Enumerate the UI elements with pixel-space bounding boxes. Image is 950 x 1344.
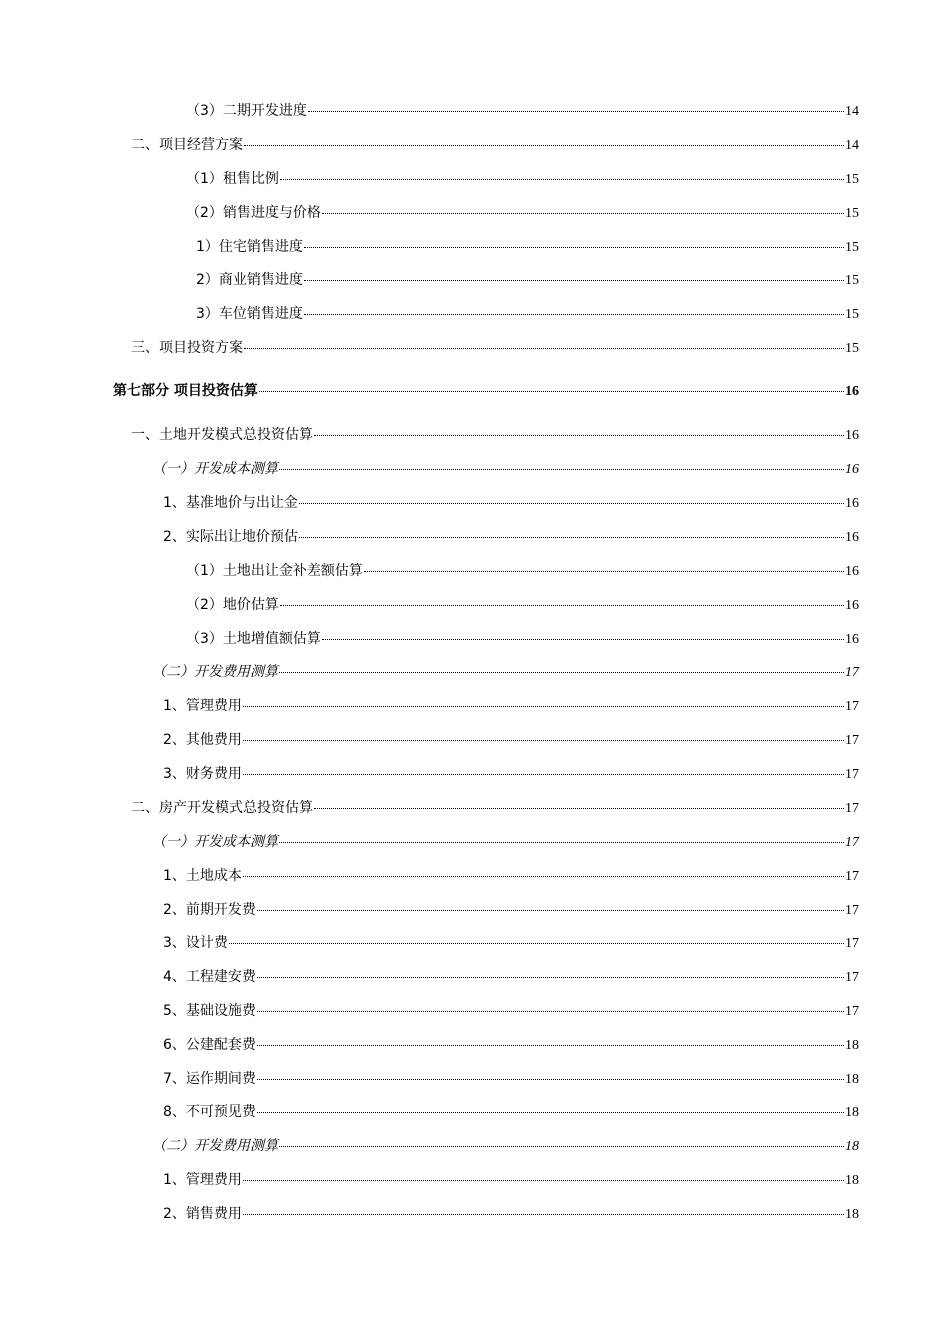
toc-entry-label: 1、土地成本 — [163, 868, 242, 884]
toc-entry-page-number: 15 — [845, 240, 859, 255]
toc-entry-management-fee-2[interactable] — [163, 1170, 859, 1190]
toc-entry-label: 6、公建配套费 — [163, 1037, 256, 1053]
toc-entry-page-number: 14 — [845, 138, 859, 153]
toc-entry-page-number: 16 — [845, 496, 859, 511]
toc-entry-construction-fee[interactable] — [163, 967, 859, 987]
dot-leader — [244, 348, 844, 349]
toc-entry-infrastructure-fee[interactable] — [163, 1001, 859, 1021]
toc-entry-label: （3）二期开发进度 — [186, 103, 307, 119]
toc-entry-dev-expense-estimate-2[interactable] — [152, 1136, 859, 1156]
toc-entry-label: 一、土地开发模式总投资估算 — [131, 427, 313, 443]
dot-leader — [244, 145, 844, 146]
toc-entry-label: 第七部分 项目投资估算 — [113, 383, 258, 399]
toc-entry-page-number: 17 — [845, 936, 859, 951]
toc-entry-public-facilities-fee[interactable] — [163, 1035, 859, 1055]
toc-entry-label: 3、财务费用 — [163, 766, 242, 782]
dot-leader — [304, 247, 844, 248]
toc-entry-page-number: 15 — [845, 341, 859, 356]
toc-entry-rent-sale-ratio[interactable] — [186, 169, 859, 189]
toc-entry-page-number: 18 — [845, 1105, 859, 1120]
dot-leader — [243, 1180, 844, 1181]
toc-entry-label: （二）开发费用测算 — [152, 1138, 278, 1154]
dot-leader — [243, 1214, 844, 1215]
toc-entry-page-number: 16 — [845, 462, 859, 477]
toc-entry-label: 二、房产开发模式总投资估算 — [131, 800, 313, 816]
toc-entry-label: 1、管理费用 — [163, 1172, 242, 1188]
dot-leader — [279, 469, 844, 470]
dot-leader — [257, 1079, 844, 1080]
toc-entry-label: 2、实际出让地价预估 — [163, 529, 298, 545]
toc-entry-page-number: 17 — [845, 835, 859, 850]
dot-leader — [279, 672, 844, 673]
dot-leader — [229, 943, 844, 944]
toc-entry-land-cost[interactable] — [163, 866, 859, 886]
toc-entry-page-number: 16 — [845, 632, 859, 647]
toc-entry-page-number: 15 — [845, 273, 859, 288]
toc-entry-page-number: 18 — [845, 1139, 859, 1154]
toc-entry-base-land-price[interactable] — [163, 493, 859, 513]
dot-leader — [308, 111, 844, 112]
toc-entry-label: （1）土地出让金补差额估算 — [186, 563, 363, 579]
toc-entry-dev-expense-estimate[interactable] — [152, 662, 859, 682]
toc-entry-page-number: 17 — [845, 1004, 859, 1019]
toc-entry-page-number: 18 — [845, 1173, 859, 1188]
toc-entry-page-number: 18 — [845, 1038, 859, 1053]
dot-leader — [243, 774, 844, 775]
toc-entry-dev-cost-estimate-2[interactable] — [152, 832, 859, 852]
toc-entry-page-number: 17 — [845, 869, 859, 884]
toc-entry-page-number: 18 — [845, 1207, 859, 1222]
toc-entry-premium-difference[interactable] — [186, 561, 859, 581]
dot-leader — [257, 1112, 844, 1113]
toc-entry-page-number: 17 — [845, 970, 859, 985]
toc-entry-dev-cost-estimate[interactable] — [152, 459, 859, 479]
dot-leader — [299, 537, 844, 538]
toc-entry-investment-plan[interactable] — [131, 338, 859, 358]
toc-entry-contingency-fee[interactable] — [163, 1102, 859, 1122]
toc-entry-label: 2、销售费用 — [163, 1206, 242, 1222]
toc-entry-finance-fee[interactable] — [163, 764, 859, 784]
dot-leader — [322, 213, 844, 214]
toc-entry-label: 1、基准地价与出让金 — [163, 495, 298, 511]
toc-entry-page-number: 14 — [845, 104, 859, 119]
toc-entry-label: （二）开发费用测算 — [152, 664, 278, 680]
dot-leader — [314, 435, 844, 436]
toc-entry-page-number: 16 — [845, 598, 859, 613]
dot-leader — [299, 503, 844, 504]
dot-leader — [257, 1045, 844, 1046]
toc-entry-page-number: 17 — [845, 903, 859, 918]
toc-entry-design-fee[interactable] — [163, 933, 859, 953]
toc-entry-parking-sales[interactable] — [196, 304, 859, 324]
toc-entry-label: 7、运作期间费 — [163, 1071, 256, 1087]
dot-leader — [280, 605, 844, 606]
toc-entry-phase2-progress[interactable] — [186, 101, 859, 121]
toc-entry-label: 3）车位销售进度 — [196, 306, 303, 322]
toc-entry-page-number: 17 — [845, 733, 859, 748]
dot-leader — [304, 314, 844, 315]
toc-entry-actual-land-price[interactable] — [163, 527, 859, 547]
toc-entry-commercial-sales[interactable] — [196, 270, 859, 290]
toc-entry-page-number: 16 — [845, 530, 859, 545]
toc-entry-label: 2）商业销售进度 — [196, 272, 303, 288]
toc-entry-label: 5、基础设施费 — [163, 1003, 256, 1019]
toc-entry-page-number: 17 — [845, 699, 859, 714]
toc-entry-land-dev-investment[interactable] — [131, 425, 859, 445]
dot-leader — [257, 1011, 844, 1012]
toc-entry-land-value-added[interactable] — [186, 629, 859, 649]
toc-entry-management-fee[interactable] — [163, 696, 859, 716]
toc-entry-label: （一）开发成本测算 — [152, 834, 278, 850]
toc-entry-page-number: 16 — [845, 564, 859, 579]
toc-entry-label: 2、前期开发费 — [163, 902, 256, 918]
toc-entry-label: 三、项目投资方案 — [131, 340, 243, 356]
dot-leader — [322, 639, 844, 640]
toc-entry-page-number: 15 — [845, 307, 859, 322]
dot-leader — [304, 280, 844, 281]
toc-entry-label: （一）开发成本测算 — [152, 461, 278, 477]
dot-leader — [257, 977, 844, 978]
dot-leader — [243, 706, 844, 707]
dot-leader — [243, 876, 844, 877]
toc-entry-label: （2）销售进度与价格 — [186, 205, 321, 221]
toc-entry-land-price-estimate[interactable] — [186, 595, 859, 615]
dot-leader — [364, 571, 844, 572]
toc-entry-residential-sales[interactable] — [196, 237, 859, 257]
toc-entry-label: （3）土地增值额估算 — [186, 631, 321, 647]
toc-entry-part-seven[interactable] — [113, 381, 859, 401]
toc-entry-sales-fee[interactable] — [163, 1204, 859, 1224]
toc-entry-page-number: 18 — [845, 1072, 859, 1087]
dot-leader — [280, 179, 844, 180]
dot-leader — [243, 740, 844, 741]
toc-entry-sales-progress-price[interactable] — [186, 203, 859, 223]
toc-entry-label: 二、项目经营方案 — [131, 137, 243, 153]
toc-entry-label: 4、工程建安费 — [163, 969, 256, 985]
toc-entry-page-number: 17 — [845, 767, 859, 782]
toc-entry-label: 2、其他费用 — [163, 732, 242, 748]
toc-entry-label: 1）住宅销售进度 — [196, 239, 303, 255]
dot-leader — [259, 391, 844, 392]
toc-entry-page-number: 17 — [845, 801, 859, 816]
toc-entry-property-dev-investment[interactable] — [131, 798, 859, 818]
toc-entry-label: 3、设计费 — [163, 935, 228, 951]
dot-leader — [257, 910, 844, 911]
toc-entry-label: 8、不可预见费 — [163, 1104, 256, 1120]
dot-leader — [314, 808, 844, 809]
toc-entry-label: （1）租售比例 — [186, 171, 279, 187]
toc-entry-preliminary-dev-fee[interactable] — [163, 900, 859, 920]
toc-entry-page-number: 15 — [845, 206, 859, 221]
toc-entry-operation-period-fee[interactable] — [163, 1069, 859, 1089]
toc-entry-page-number: 17 — [845, 665, 859, 680]
dot-leader — [279, 1146, 844, 1147]
toc-entry-label: （2）地价估算 — [186, 597, 279, 613]
toc-entry-page-number: 15 — [845, 172, 859, 187]
toc-entry-label: 1、管理费用 — [163, 698, 242, 714]
toc-entry-page-number: 16 — [845, 384, 859, 399]
toc-entry-operation-plan[interactable] — [131, 135, 859, 155]
dot-leader — [279, 842, 844, 843]
toc-entry-page-number: 16 — [845, 428, 859, 443]
toc-entry-other-fee[interactable] — [163, 730, 859, 750]
